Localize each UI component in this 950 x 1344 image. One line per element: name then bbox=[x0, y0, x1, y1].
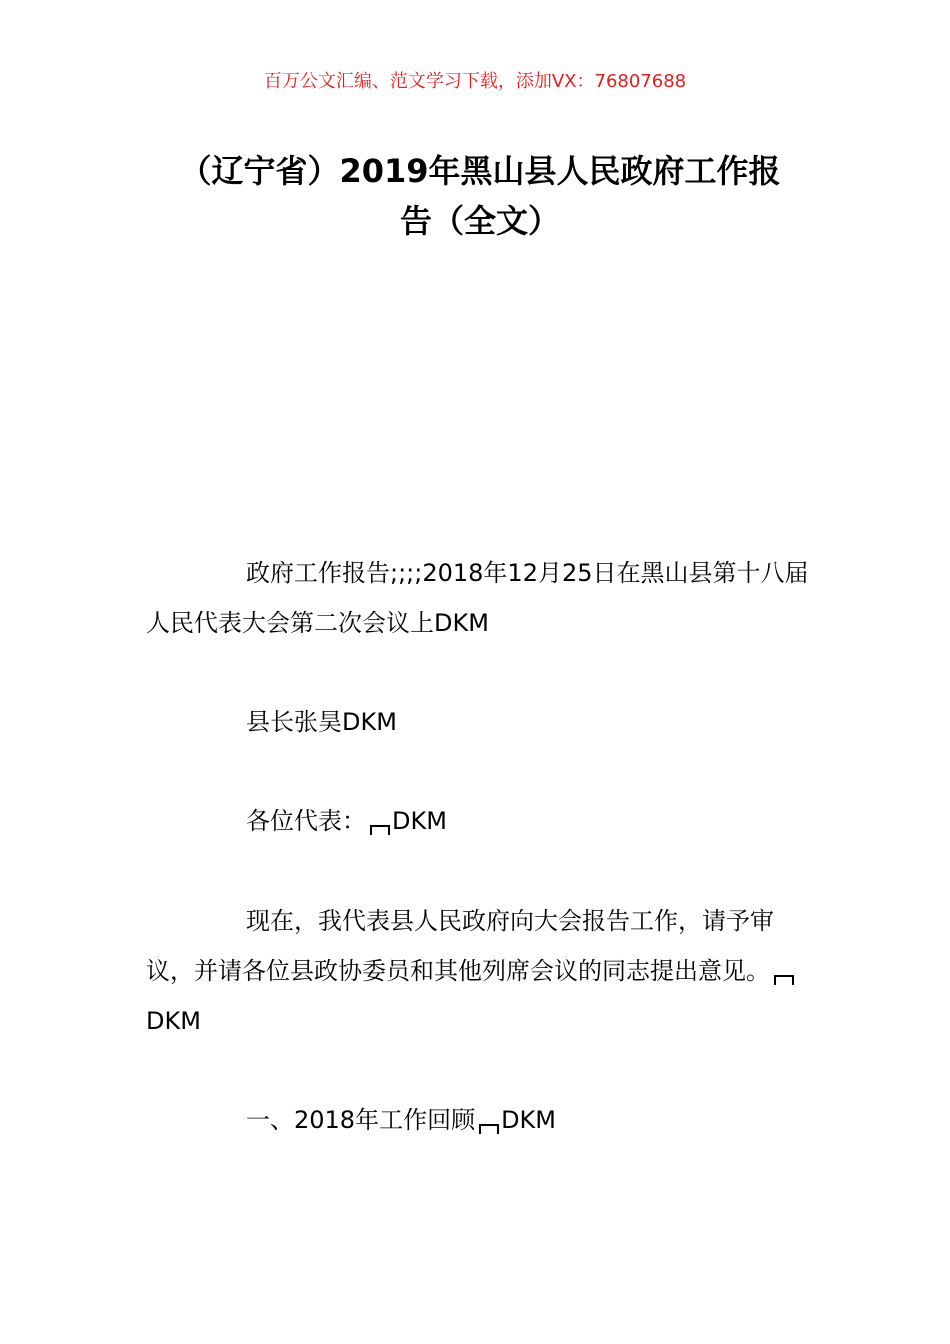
report-header-text: 政府工作报告;;;;2018年12月25日在黑山县第十八届人民代表大会第二次会议上DKM bbox=[146, 559, 809, 637]
section-heading-paragraph bbox=[146, 1095, 812, 1145]
greeting-paragraph bbox=[146, 796, 812, 846]
bracket-mark-icon bbox=[774, 975, 794, 985]
document-title bbox=[140, 146, 820, 246]
title-line-2: 告（全文） bbox=[399, 202, 560, 240]
speaker-paragraph bbox=[146, 697, 812, 747]
intro-paragraph bbox=[146, 896, 812, 1046]
bracket-mark-icon bbox=[370, 825, 390, 835]
intro-text: 现在，我代表县人民政府向大会报告工作，请予审议，并请各位县政协委员和其他列席会议的同志提出意见。 bbox=[146, 907, 774, 985]
title-line-1: （辽宁省）2019年黑山县人民政府工作报 bbox=[179, 152, 781, 190]
download-banner: 百万公文汇编、范文学习下载，添加VX：76807688 bbox=[263, 71, 687, 92]
greeting-suffix: DKM bbox=[392, 807, 447, 835]
greeting-text: 各位代表： bbox=[246, 807, 366, 835]
intro-suffix: DKM bbox=[146, 1007, 201, 1035]
speaker-text: 县长张昊DKM bbox=[246, 708, 397, 736]
section-heading-suffix: DKM bbox=[501, 1106, 557, 1134]
report-header-paragraph bbox=[146, 548, 812, 648]
section-heading-text: 一、2018年工作回顾 bbox=[246, 1106, 476, 1134]
bracket-mark-icon bbox=[479, 1124, 499, 1134]
